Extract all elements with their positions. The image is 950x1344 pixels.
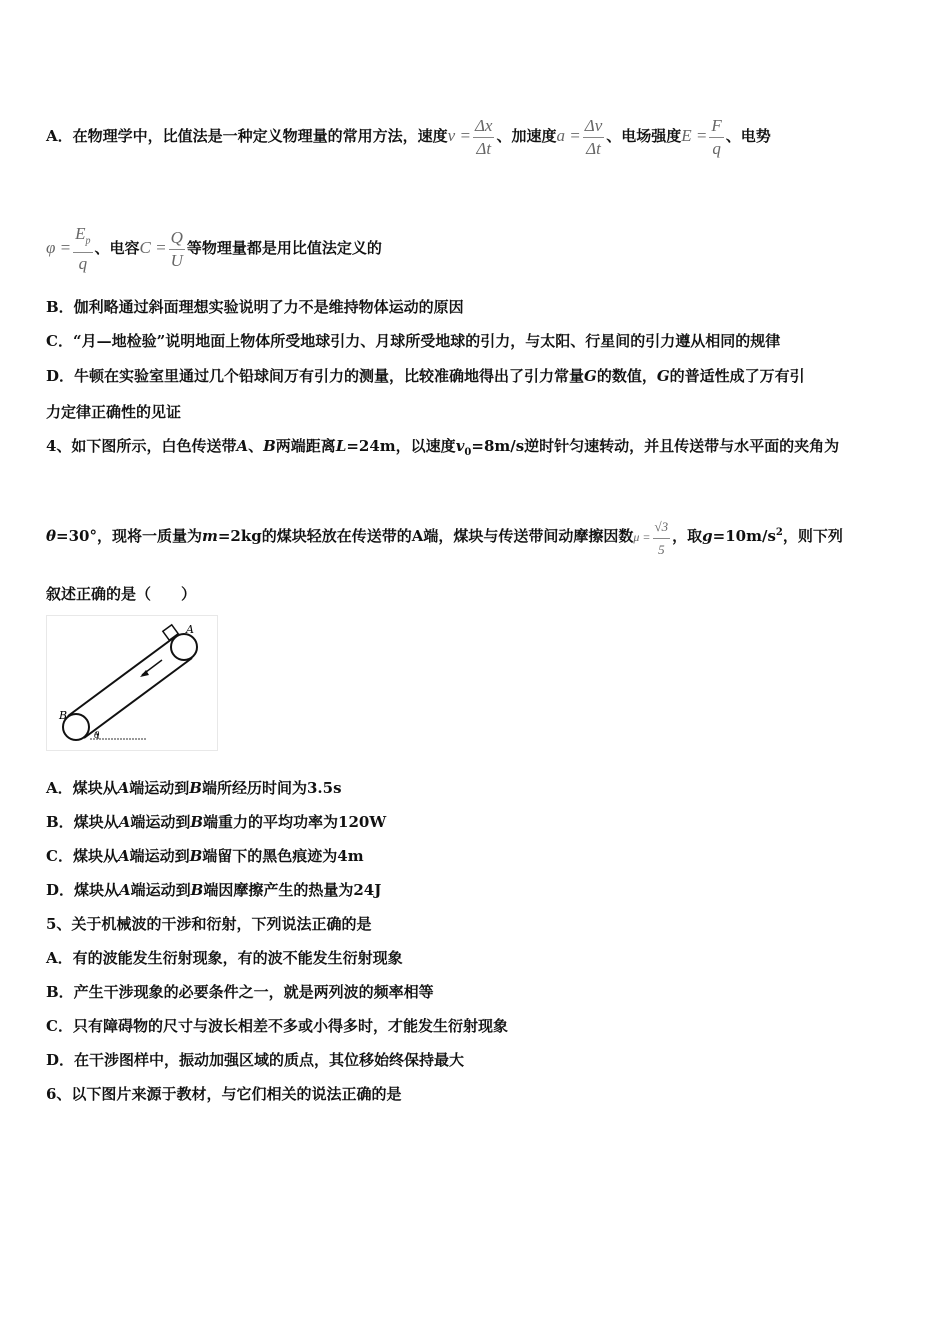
belt-upper — [68, 636, 176, 716]
q4-stem-line1: 4、如下图所示，白色传送带A、B两端距离L=24m，以速度$v_0=8m/s$逆时针匀速转动，并且传送带与水平面的夹角为 — [46, 437, 840, 458]
figure-label-b: B — [59, 709, 68, 722]
q3-option-a-line2 — [46, 215, 382, 281]
q4-stem-line3: 叙述正确的是（ ） — [46, 585, 197, 603]
q5-option-d: D．在干涉图样中，振动加强区域的质点，其位移始终保持最大 — [46, 1051, 465, 1069]
q3-option-a-suffix: 等物理量都是用比值法定义的 — [186, 239, 382, 257]
formula-acceleration: a = $\frac{\Delta v}{\Delta t}$ — [556, 115, 603, 158]
q4-option-b: B．煤块从A端运动到B端重力的平均功率为120W — [46, 813, 387, 831]
q3-option-c: C．“月—地检验”说明地面上物体所受地球引力、月球所受地球的引力，与太阳、行星间的引力遵从相同的规律 — [46, 332, 781, 350]
figure-label-theta: θ — [94, 731, 100, 741]
q5-option-a: A．有的波能发生衍射现象，有的波不能发生衍射现象 — [46, 949, 403, 967]
q3-option-b: B．伽利略通过斜面理想实验说明了力不是维持物体运动的原因 — [46, 298, 464, 316]
q4-stem-line2: θ=30°，现将一质量为m=2kg的煤块轻放在传送带的A端，煤块与传送带间动摩擦因数μ = $\frac{√3}{5}$ ，取$g=10m/s^2$，则下列 — [46, 498, 843, 572]
q4-option-a: A．煤块从A端运动到B端所经历时间为3.5s — [46, 779, 342, 797]
formula-velocity: v = $\frac{\Delta x}{\Delta t}$ — [447, 115, 493, 158]
q4-option-d: D．煤块从A端运动到B端因摩擦产生的热量为24J — [46, 881, 382, 899]
q3-option-a-sep4: 、电容 — [94, 239, 140, 257]
formula-potential: φ = $\frac{E_p}{q}$ — [46, 223, 91, 274]
q5-stem: 5、关于机械波的干涉和衍射，下列说法正确的是 — [46, 915, 372, 933]
q4-option-c: C．煤块从A端运动到B端留下的黑色痕迹为4m — [46, 847, 364, 865]
figure-label-a: A — [186, 623, 194, 636]
formula-field-strength: E = $\frac{F}{q}$ — [681, 115, 722, 158]
q3-option-d-line2: 力定律正确性的见证 — [46, 403, 182, 421]
formula-friction-coefficient: μ = $\frac{√3}{5}$ — [633, 530, 672, 544]
q3-option-a-prefix: A．在物理学中，比值法是一种定义物理量的常用方法，速度 — [46, 127, 448, 145]
belt-lower — [84, 658, 192, 738]
q6-stem: 6、以下图片来源于教材，与它们相关的说法正确的是 — [46, 1085, 402, 1103]
q3-option-d-line1: D．牛顿在实验室里通过几个铅球间万有引力的测量，比较准确地得出了引力常量G的数值，G的普适性成了万有引 — [46, 367, 805, 385]
q5-option-b: B．产生干涉现象的必要条件之一，就是两列波的频率相等 — [46, 983, 434, 1001]
conveyor-belt-figure — [46, 615, 218, 751]
q3-option-a-line1 — [46, 103, 771, 169]
q5-option-c: C．只有障碍物的尺寸与波长相差不多或小得多时，才能发生衍射现象 — [46, 1017, 508, 1035]
q3-option-a-sep2: 、电场强度 — [606, 127, 682, 145]
q3-option-a-sep3: 、电势 — [725, 127, 771, 145]
formula-capacitance: C = $\frac{Q}{U}$ — [139, 227, 183, 270]
q3-option-a-sep1: 、加速度 — [496, 127, 557, 145]
